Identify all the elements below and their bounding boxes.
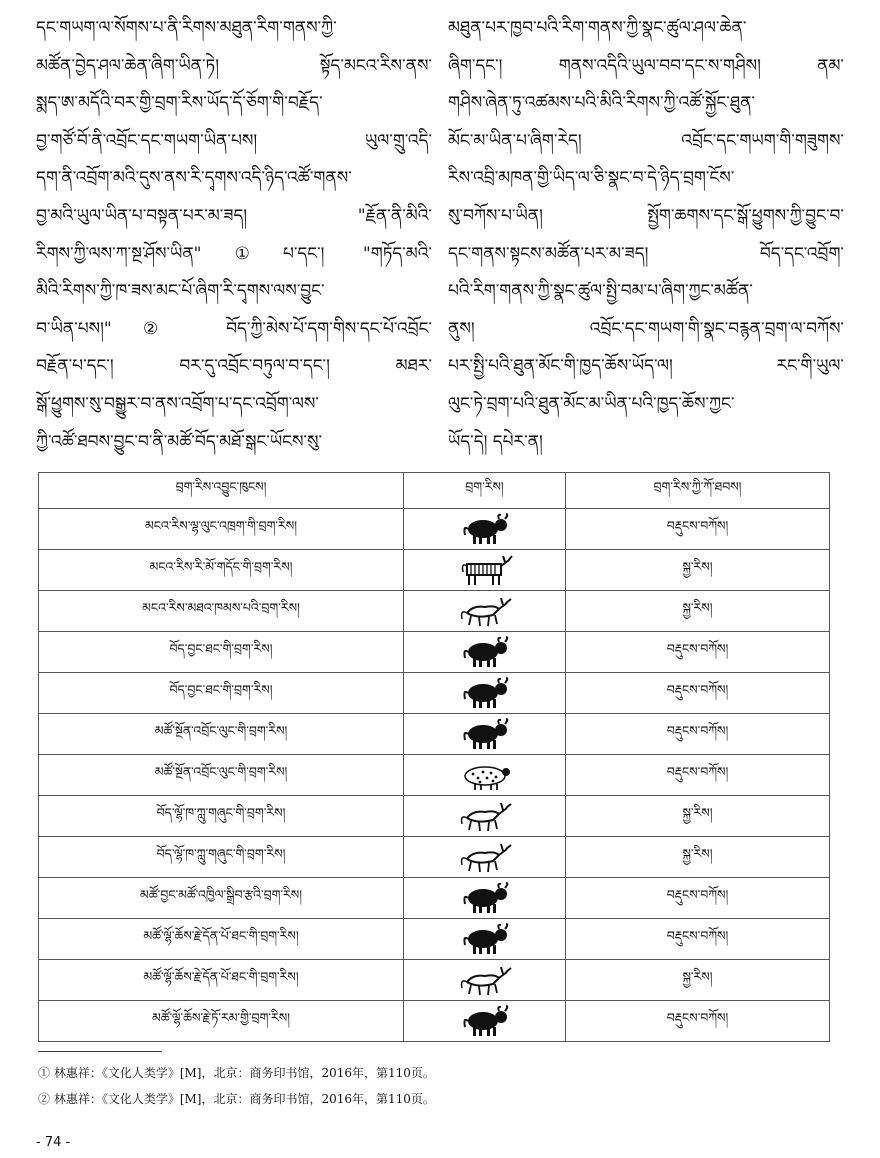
cell-location: མཚོ་སྔོན་འབྲོང་ལུང་གི་བྲག་རིས། xyxy=(39,755,404,796)
cell-figure xyxy=(404,591,566,632)
cell-figure xyxy=(404,878,566,919)
cell-location: བོད་བྱང་ཐང་གི་བྲག་རིས། xyxy=(39,632,404,673)
text-line: མོང་མ་ཡིན་པ་ཞིག་རེད། འབྲོང་དང་གཡག་གི་གཟུགས་ xyxy=(448,130,844,151)
cell-technique: སྐྱ་རིས། xyxy=(566,960,830,1001)
cell-technique: བརྡུངས་བཀོས། xyxy=(566,1001,830,1042)
header-figure: བྲག་རིས། xyxy=(404,473,566,509)
yak-striped-icon xyxy=(453,552,517,588)
cell-figure xyxy=(404,550,566,591)
header-technique: བྲག་རིས་ཀྱི་ཀོ་ཐབས། xyxy=(566,473,830,509)
text-line: དག་ནི་འབྲོག་མའི་དུས་ནས་རི་དྭགས་འདི་ཉིད་འཚོ་གནས་ xyxy=(36,168,352,189)
text-line: བྱ་མའི་ཡུལ་ཡིན་པ་བསྟན་པར་མ་ཟད། "རྗོན་ནི་མིའི་ xyxy=(36,205,432,226)
text-line: མཐུན་པར་ཁྱབ་པའི་རིག་གནས་ཀྱི་སྣང་ཚུལ་ཤལ་ཆེན་ xyxy=(448,18,747,38)
text-line: པའི་རིག་གནས་ཀྱི་སྣང་ཚུལ་སྤྱི་བམ་པ་ཞིག་ཀྱང་མཚོན་ xyxy=(448,281,753,302)
table-row xyxy=(39,591,830,632)
cell-technique: བརྡུངས་བཀོས། xyxy=(566,673,830,714)
footnote-2: ② 林惠祥：《文化人类学》[M]，北京：商务印书馆，2016年，第110页。 xyxy=(38,1092,435,1106)
cell-technique: སྐྱ་རིས། xyxy=(566,591,830,632)
text-line: བྱ་གཙོ་བོ་ནི་འབྲོང་དང་གཡག་ཡིན་པས། ཡུལ་གྲུ་འདི་ xyxy=(36,130,432,151)
page-number: - 74 - xyxy=(36,1135,71,1150)
header-location: བྲག་རིས་འབྱུང་ཁུངས། xyxy=(39,473,404,509)
cell-figure xyxy=(404,673,566,714)
yak-dotted-icon xyxy=(453,757,517,793)
cell-technique: བརྡུངས་བཀོས། xyxy=(566,878,830,919)
table-row xyxy=(39,796,830,837)
yak-solid-icon xyxy=(453,634,517,670)
table-row xyxy=(39,755,830,796)
yak-solid-icon xyxy=(453,880,517,916)
cell-figure xyxy=(404,509,566,550)
text-line: རིས་འབྲི་མཁན་གྱི་ཡིད་ལ་ཅི་སྣང་བ་དེ་ཉིད་བྲག་ངོས་ xyxy=(448,168,735,189)
cell-technique: བརྡུངས་བཀོས། xyxy=(566,632,830,673)
table-row xyxy=(39,673,830,714)
cell-figure xyxy=(404,960,566,1001)
cell-location: བོད་ལྷོ་ཁ་ཀླུ་གཞུང་གི་བྲག་རིས། xyxy=(39,796,404,837)
yak-outline-icon xyxy=(453,798,517,834)
table-row xyxy=(39,509,830,550)
yak-solid-icon xyxy=(453,511,517,547)
text-line: ཞིག་དང་། གནས་འདིའི་ཡུལ་བབ་དང་ས་གཤིས། ནམ་ xyxy=(448,55,844,76)
cell-technique: སྐྱ་རིས། xyxy=(566,796,830,837)
text-line: གཤིས་ཞེན་ཏུ་འཚམས་པའི་མིའི་རིགས་ཀྱི་འཚོ་སྐྱོང་ཐུན་ xyxy=(448,93,756,114)
yak-outline-icon xyxy=(453,962,517,998)
body-text-left-column xyxy=(36,10,432,462)
yak-solid-icon xyxy=(453,921,517,957)
table-row xyxy=(39,837,830,878)
cell-location: མཚོ་ལྷོ་ཆོས་རྗེ་དོན་པོ་ཐང་གི་བྲག་རིས། xyxy=(39,960,404,1001)
text-line: པར་སྤྱི་པའི་ཐུན་མོང་གི་ཁྱད་ཆོས་ཡོད་ལ། རང་གི་ཡུལ་ xyxy=(448,356,844,377)
text-line: དང་གཡག་ལ་སོགས་པ་ནི་རིགས་མཐུན་རིག་གནས་ཀྱི་ xyxy=(36,18,337,38)
table-row xyxy=(39,878,830,919)
table-row xyxy=(39,1001,830,1042)
cell-figure xyxy=(404,714,566,755)
cell-figure xyxy=(404,796,566,837)
cell-location: བོད་བྱང་ཐང་གི་བྲག་རིས། xyxy=(39,673,404,714)
text-line: སྨད་ཨ་མདོའི་བར་གྱི་བྲག་རིས་ཡོད་དོ་ཅོག་གི་བརྗོད་ xyxy=(36,93,323,114)
cell-technique: སྐྱ་རིས། xyxy=(566,550,830,591)
cell-figure xyxy=(404,1001,566,1042)
cell-figure xyxy=(404,632,566,673)
cell-location: མངའ་རིས་རི་མོ་གདོང་གི་བྲག་རིས། xyxy=(39,550,404,591)
yak-outline-icon xyxy=(453,593,517,629)
cell-location: མཚོ་ལྷོ་ཆོས་རྗེ་ཏོ་རམ་གྱི་བྲག་རིས། xyxy=(39,1001,404,1042)
yak-solid-icon xyxy=(453,675,517,711)
cell-figure xyxy=(404,919,566,960)
yak-solid-icon xyxy=(453,716,517,752)
text-line: བ་ཡིན་པས།"② བོད་ཀྱི་མེས་པོ་དག་གིས་དང་པོ་འབྲོང་ xyxy=(36,318,432,339)
body-text xyxy=(36,10,844,462)
text-line: སུ་བཀོས་པ་ཡིན། སྤྱོག་ཆགས་དང་སྒོ་ཕྱུགས་ཀྱི་བྱུང་བ་ xyxy=(448,205,844,226)
cell-location: མཚོ་བྱང་མཚོ་འཁྱིལ་སྒྲིབ་རྩའི་བྲག་རིས། xyxy=(39,878,404,919)
cell-location: མངའ་རིས་མཐའ་ཁམས་པའི་བྲག་རིས། xyxy=(39,591,404,632)
yak-outline-icon xyxy=(453,839,517,875)
footnote-divider xyxy=(38,1051,162,1052)
text-line: སྒོ་ཕྱུགས་སུ་བསྒྱུར་བ་ནས་འབྲོག་པ་དང་འབྲོག་ལས་ xyxy=(36,393,319,414)
table-row xyxy=(39,714,830,755)
cell-figure xyxy=(404,755,566,796)
cell-location: མཚོ་སྔོན་འབྲོང་ལུང་གི་བྲག་རིས། xyxy=(39,714,404,755)
table-header-row xyxy=(39,473,830,509)
cell-technique: བརྡུངས་བཀོས། xyxy=(566,714,830,755)
rock-art-table xyxy=(38,472,830,1042)
footnote-1: ① 林惠祥：《文化人类学》[M]，北京：商务印书馆，2016年，第110页。 xyxy=(38,1066,435,1080)
table-row xyxy=(39,550,830,591)
body-text-right-column xyxy=(448,10,844,462)
text-line: ལུང་ཏེ་བྲག་པའི་ཐུན་མོང་མ་ཡིན་པའི་ཁྱད་ཆོས་ཀྱང་ xyxy=(448,393,735,414)
table-row xyxy=(39,960,830,1001)
cell-technique: སྐྱ་རིས། xyxy=(566,837,830,878)
cell-technique: བརྡུངས་བཀོས། xyxy=(566,755,830,796)
text-line: ཀྱི་འཚོ་ཐབས་བྱུང་བ་ནི་མཚོ་བོད་མཐོ་སྒང་ཡོངས་སུ་ xyxy=(36,431,323,452)
yak-solid-icon xyxy=(453,1003,517,1039)
cell-location: བོད་ལྷོ་ཁ་ཀླུ་གཞུང་གི་བྲག་རིས། xyxy=(39,837,404,878)
cell-location: མངའ་རིས་ལྷ་ལུང་འཁྲག་གི་བྲག་རིས། xyxy=(39,509,404,550)
text-line: བརྗོན་པ་དང་། བར་དུ་འབྲོང་བཏུལ་བ་དང་། མཐར་ xyxy=(36,356,432,377)
cell-figure xyxy=(404,837,566,878)
cell-location: མཚོ་ལྷོ་ཆོས་རྗེ་དོན་པོ་ཐང་གི་བྲག་རིས། xyxy=(39,919,404,960)
text-line: ཡོད་དེ། དཔེར་ན། xyxy=(448,431,543,452)
table-row xyxy=(39,632,830,673)
text-line: མིའི་རིགས་ཀྱི་ཁ་ཟས་མང་པོ་ཞིག་རི་དྭགས་ལས་བྱུང་ xyxy=(36,281,325,302)
cell-technique: བརྡུངས་བཀོས། xyxy=(566,919,830,960)
text-line: རིགས་ཀྱི་ལས་ཀ་སྔ་ཤོས་ཡིན"①པ་དང་། "གཏོད་མའི་ xyxy=(36,243,432,264)
text-line: མཚོན་བྱེད་ཤལ་ཆེན་ཞིག་ཡིན་ཏེ། སྟོད་མངའ་རིས་ནས་ xyxy=(36,55,432,76)
table-row xyxy=(39,919,830,960)
cell-technique: བརྡུངས་བཀོས། xyxy=(566,509,830,550)
text-line: ནུས། འབྲོང་དང་གཡག་གི་སྣང་བརྙན་བྲག་ལ་བཀོས་ xyxy=(448,318,844,339)
text-line: དང་གནས་སྟངས་མཚོན་པར་མ་ཟད། བོད་དང་འབྲོག་ xyxy=(448,243,844,264)
